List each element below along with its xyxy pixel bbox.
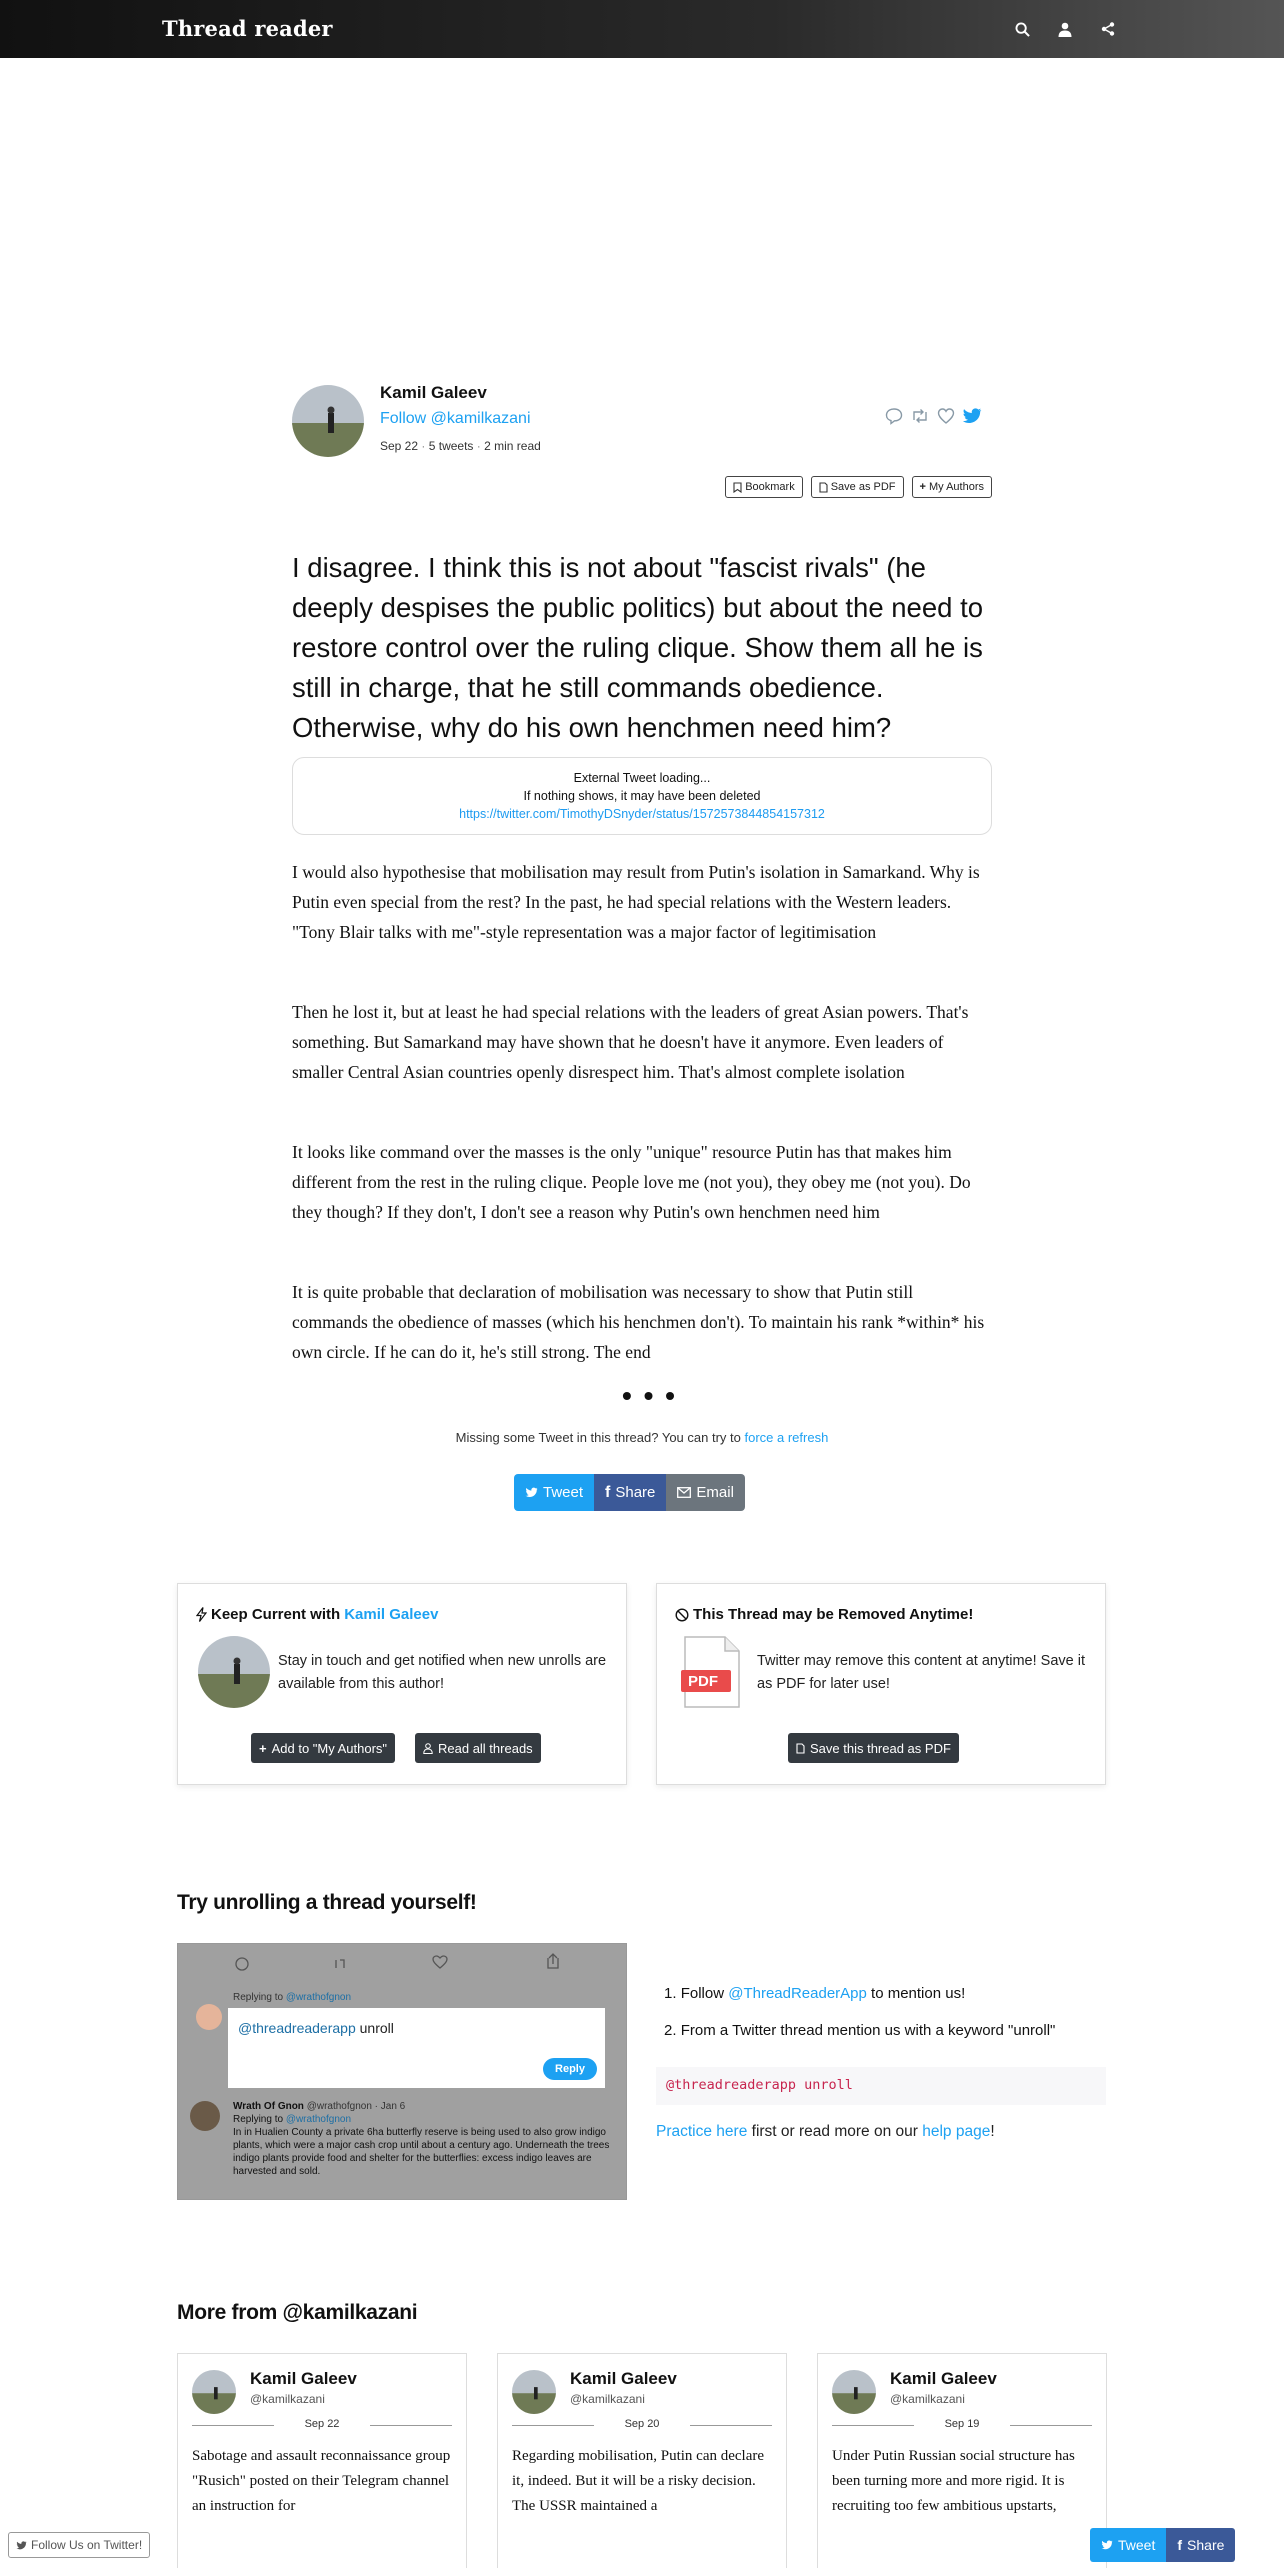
missing-tweet-notice (0, 1430, 1284, 1445)
follow-us-twitter-label: Follow Us on Twitter! (31, 2538, 143, 2552)
demo-replying-to: Replying to (233, 1992, 284, 2003)
keep-current-text: Stay in touch and get notified when new unrolls are available from this author! (278, 1653, 607, 1692)
card-date: Sep 20 (512, 2418, 772, 2430)
plus-icon: + (919, 481, 926, 493)
demo-replying-handle: @wrathofgnon (285, 1992, 352, 2003)
thread-meta: Sep 22 · 5 tweets · 2 min read (380, 439, 541, 453)
floating-share-label: Share (1187, 2537, 1225, 2553)
more-thread-card[interactable] (497, 2353, 787, 2568)
practice-mid-text: first or read more on our (751, 2123, 918, 2140)
pdf-file-icon (681, 1636, 743, 1708)
unroll-demo-image (177, 1943, 627, 2200)
demo-tweet-avatar (190, 2101, 220, 2131)
file-icon (796, 1743, 805, 1754)
card-author-handle: @kamilkazani (890, 2392, 965, 2406)
read-all-threads-label: Read all threads (438, 1740, 533, 1756)
twitter-bird-icon[interactable] (962, 406, 982, 431)
force-refresh-link[interactable]: force a refresh (744, 1430, 829, 1445)
step-2: 2. From a Twitter thread mention us with a keyword "unroll" (664, 2022, 1056, 2039)
practice-here-link[interactable]: Practice here (656, 2123, 748, 2140)
more-from-heading: More from @kamilkazani (177, 2301, 418, 2324)
save-thread-pdf-label: Save this thread as PDF (810, 1740, 951, 1756)
thread-toolbar (292, 476, 992, 498)
tweet-actions (884, 406, 982, 431)
lead-tweet-text: I disagree. I think this is not about "fascist rivals" (he deeply despises the public politics) but about the need to restore control over the ruling clique. Show them all he is still in charge, that he still commands obedience. Otherwise, why do his own henchmen need him? (292, 552, 984, 743)
keep-current-card (177, 1583, 627, 1785)
embed-deleted-note: If nothing shows, it may have been deleted (523, 789, 761, 803)
email-share-button[interactable] (666, 1474, 745, 1511)
floating-tweet-button[interactable] (1090, 2528, 1166, 2562)
card-author-name: Kamil Galeev (890, 2369, 997, 2388)
step-1-suffix: to mention us! (871, 1985, 966, 2002)
demo-mention: @threadreaderapp (238, 2020, 356, 2036)
search-icon[interactable] (1011, 18, 1033, 40)
keep-current-author-link[interactable]: Kamil Galeev (344, 1606, 439, 1623)
step-1-prefix: Follow (680, 1985, 725, 2002)
removal-warning-card (656, 1583, 1106, 1785)
card-avatar (832, 2370, 876, 2414)
practice-end-text: ! (990, 2123, 995, 2140)
author-name[interactable]: Kamil Galeev (380, 383, 487, 402)
threadreaderapp-link[interactable]: @ThreadReaderApp (728, 1985, 867, 2002)
thread-paragraph: Then he lost it, but at least he had special relations with the leaders of great Asian powers. That's something. But Samarkand may have shown that he doesn't have it anymore. Even leaders of smaller Central Asian countries openly disrespect him. That's almost complete isolation (292, 1002, 969, 1082)
facebook-share-label: Share (615, 1484, 656, 1501)
save-thread-pdf-button[interactable] (788, 1733, 959, 1763)
email-share-label: Email (696, 1484, 734, 1501)
facebook-icon: f (605, 1483, 611, 1501)
share-icon[interactable] (1097, 18, 1119, 40)
facebook-share-button[interactable] (594, 1474, 666, 1511)
removal-warning-heading: This Thread may be Removed Anytime! (693, 1606, 974, 1623)
top-navbar (0, 0, 1284, 58)
card-author-name: Kamil Galeev (570, 2369, 677, 2388)
thread-date: Sep 22 (380, 439, 419, 453)
try-unrolling-heading: Try unrolling a thread yourself! (177, 1891, 477, 1914)
card-date: Sep 22 (192, 2418, 452, 2430)
read-all-threads-button[interactable] (415, 1733, 541, 1763)
help-page-link[interactable]: help page (922, 2123, 991, 2140)
demo-action-row (178, 1944, 627, 1982)
like-icon[interactable] (936, 406, 956, 431)
thread-paragraph: It is quite probable that declaration of mobilisation was necessary to show that Putin still commands the obedience of masses (which his henchmen don't). To maintain his rank *within* his own circle. If he can do it, he's still strong. The end (292, 1282, 985, 1362)
card-author-handle: @kamilkazani (570, 2392, 645, 2406)
card-author-handle: @kamilkazani (250, 2392, 325, 2406)
thread-paragraph: It looks like command over the masses is the only "unique" resource Putin has that makes him different from the rest in the ruling clique. People love me (not you), they obey me (not you). Do they though? If they don't, I don't see a reason why Putin's own henchmen need him (292, 1142, 971, 1222)
read-time: 2 min read (484, 439, 541, 453)
demo-keyword: unroll (359, 2020, 394, 2036)
lightning-icon (196, 1607, 207, 1622)
card-author-name: Kamil Galeev (250, 2369, 357, 2388)
follow-us-twitter-button[interactable] (8, 2532, 150, 2558)
my-authors-label: My Authors (928, 481, 984, 493)
keep-current-title (196, 1606, 438, 1623)
ban-icon (675, 1608, 689, 1622)
step-1: 1. Follow @ThreadReaderApp to mention us! (664, 1985, 966, 2002)
save-pdf-label: Save as PDF (830, 481, 896, 493)
more-thread-card[interactable] (817, 2353, 1107, 2568)
tweet-share-label: Tweet (543, 1484, 584, 1501)
card-text: Sabotage and assault reconnaissance group "Rusich" posted on their Telegram channel an instruction for (192, 2448, 451, 2514)
step-2-text: From a Twitter thread mention us with a keyword "unroll" (680, 2022, 1056, 2039)
floating-share-group (1090, 2528, 1235, 2562)
reply-icon[interactable] (884, 406, 904, 431)
twitter-bird-icon (16, 2540, 27, 2551)
thread-end-ellipsis: • • • (622, 1380, 677, 1411)
plus-icon: + (259, 1740, 267, 1756)
removal-warning-text: Twitter may remove this content at anytime! Save it as PDF for later use! (757, 1653, 1085, 1692)
tweet-count: 5 tweets (428, 439, 474, 453)
unroll-steps (656, 1985, 1055, 2059)
keep-current-avatar (198, 1636, 270, 1708)
missing-text: Missing some Tweet in this thread? You can try to (455, 1430, 741, 1445)
save-pdf-button[interactable] (811, 476, 904, 498)
floating-tweet-label: Tweet (1118, 2537, 1156, 2553)
demo-tweet-replying-to: Replying to (233, 2114, 284, 2125)
bookmark-button[interactable] (725, 476, 803, 498)
user-icon[interactable] (1054, 18, 1076, 40)
share-button-group (514, 1474, 745, 1511)
author-avatar[interactable] (292, 385, 364, 457)
demo-tweet-replying-handle: @wrathofgnon (285, 2114, 352, 2125)
thread-paragraph: I would also hypothesise that mobilisation may result from Putin's isolation in Samarkand. Why is Putin even special from the rest? In the past, he had special relations with the Western leaders. "Tony Blair talks with me"-style representation was a major factor of legitimisation (292, 862, 980, 942)
demo-tweet-name: Wrath Of Gnon (233, 2101, 304, 2112)
my-authors-button[interactable] (912, 476, 992, 498)
external-tweet-embed (292, 757, 992, 835)
card-avatar (192, 2370, 236, 2414)
more-thread-card[interactable] (177, 2353, 467, 2568)
demo-tweet (233, 2100, 613, 2178)
twitter-bird-icon (1101, 2539, 1113, 2551)
embed-tweet-link[interactable]: https://twitter.com/TimothyDSnyder/status/1572573844854157312 (459, 807, 825, 821)
pdf-icon-label: PDF (688, 1673, 718, 1690)
brand-logo[interactable]: Thread reader (162, 16, 333, 41)
add-to-my-authors-label: Add to "My Authors" (271, 1740, 388, 1756)
demo-reply-button: Reply (543, 2058, 597, 2080)
card-text: Under Putin Russian social structure has been turning more and more rigid. It is recruiting too few ambitious upstarts, (832, 2448, 1075, 2514)
floating-facebook-button[interactable] (1166, 2528, 1235, 2562)
card-date: Sep 19 (832, 2418, 1092, 2430)
demo-tweet-handle: @wrathofgnon · Jan 6 (306, 2101, 406, 2112)
card-text: Regarding mobilisation, Putin can declare it, indeed. But it will be a risky decision. The USSR maintained a (512, 2448, 765, 2514)
user-icon (423, 1743, 433, 1754)
demo-reply-box (228, 2008, 605, 2088)
bookmark-label: Bookmark (745, 481, 795, 493)
demo-tweet-text: In in Hualien County a private 6ha butterfly reserve is being used to also grow indigo plants, which were a major cash crop until about a century ago. Underneath the trees indigo plants provide food and shelter for the butterflies: excess indigo leaves are harvested and sold. (233, 2127, 610, 2177)
retweet-icon[interactable] (910, 406, 930, 431)
keep-current-prefix: Keep Current with (211, 1606, 341, 1623)
facebook-icon: f (1177, 2537, 1183, 2553)
embed-loading-text: External Tweet loading... (573, 771, 711, 785)
follow-author-link[interactable]: Follow @kamilkazani (380, 410, 531, 427)
removal-warning-title (675, 1606, 973, 1623)
add-to-my-authors-button[interactable] (251, 1733, 395, 1763)
demo-replying-row (233, 1992, 351, 2003)
practice-line (656, 2123, 995, 2141)
demo-avatar (196, 2004, 222, 2030)
card-avatar (512, 2370, 556, 2414)
tweet-share-button[interactable] (514, 1474, 594, 1511)
unroll-code-sample: @threadreaderapp unroll (656, 2067, 1106, 2105)
